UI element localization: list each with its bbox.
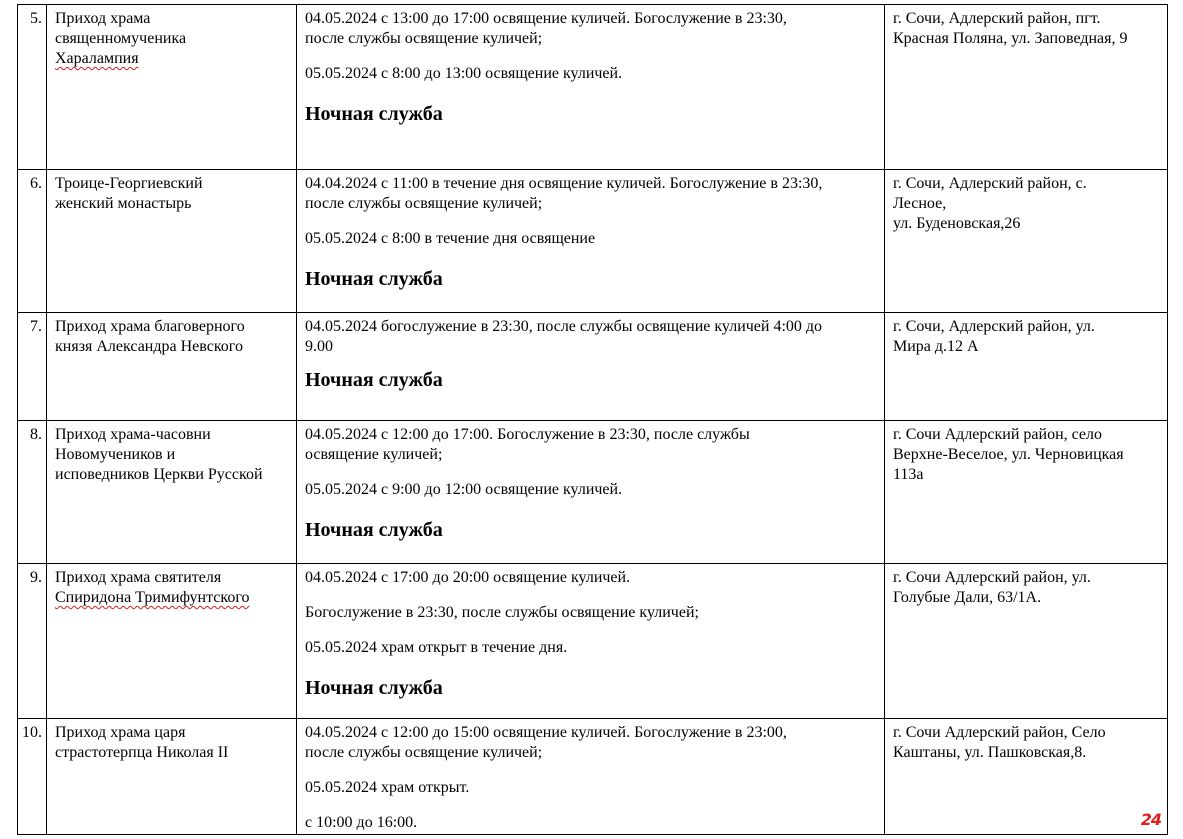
night-service-label: Ночная служба xyxy=(305,369,443,391)
schedule-cell: 04.05.2024 с 12:00 до 17:00. Богослужение в 23:30, после службы освящение куличей; 05.05.2024 с 9:00 до 12:00 освящение куличей. Ночная служба xyxy=(297,421,885,564)
row-number: 5. xyxy=(18,5,47,170)
channel-logo: 24 xyxy=(1140,810,1161,829)
night-service-label: Ночная служба xyxy=(305,677,443,699)
row-number: 6. xyxy=(18,170,47,313)
table-row xyxy=(18,313,1168,421)
spellcheck-word: Харалампия xyxy=(55,50,139,67)
parish-name: Приход храма святителя Спиридона Тримифунтского xyxy=(47,564,297,719)
row-number: 9. xyxy=(18,564,47,719)
parish-name: Троице-Георгиевский женский монастырь xyxy=(47,170,297,313)
parish-name: Приход храма царя страстотерпца Николая II xyxy=(47,719,297,835)
schedule-table xyxy=(17,4,1168,835)
schedule-cell: 04.05.2024 с 13:00 до 17:00 освящение куличей. Богослужение в 23:30, после службы освящение куличей; 05.05.2024 с 8:00 до 13:00 освящение куличей. Ночная служба xyxy=(297,5,885,170)
address-cell: г. Сочи, Адлерский район, с. Лесное, ул. Буденовская,26 xyxy=(885,170,1168,313)
night-service-label: Ночная служба xyxy=(305,103,443,125)
schedule-cell: 04.05.2024 с 12:00 до 15:00 освящение куличей. Богослужение в 23:00, после службы освящение куличей; 05.05.2024 храм открыт. с 10:00 до 16:00. xyxy=(297,719,885,835)
parish-name: Приход храма благоверного князя Александра Невского xyxy=(47,313,297,421)
row-number: 7. xyxy=(18,313,47,421)
night-service-label: Ночная служба xyxy=(305,519,443,541)
table-row xyxy=(18,170,1168,313)
address-cell: г. Сочи, Адлерский район, ул. Мира д.12 А xyxy=(885,313,1168,421)
row-number: 10. xyxy=(18,719,47,835)
schedule-cell: 04.04.2024 с 11:00 в течение дня освящение куличей. Богослужение в 23:30, после службы освящение куличей; 05.05.2024 с 8:00 в течение дня освящение Ночная служба xyxy=(297,170,885,313)
row-number: 8. xyxy=(18,421,47,564)
night-service-label: Ночная служба xyxy=(305,268,443,290)
table-row xyxy=(18,564,1168,719)
table-row xyxy=(18,421,1168,564)
parish-name: Приход храма-часовни Новомучеников и исповедников Церкви Русской xyxy=(47,421,297,564)
spellcheck-word: Спиридона Тримифунтского xyxy=(55,589,250,606)
address-cell: г. Сочи Адлерский район, село Верхне-Веселое, ул. Черновицкая 113а xyxy=(885,421,1168,564)
parish-name: Приход храма священномученика Харалампия xyxy=(47,5,297,170)
schedule-cell: 04.05.2024 богослужение в 23:30, после службы освящение куличей 4:00 до 9.00 Ночная служба xyxy=(297,313,885,421)
address-cell: г. Сочи Адлерский район, ул. Голубые Дали, 63/1А. xyxy=(885,564,1168,719)
schedule-cell: 04.05.2024 с 17:00 до 20:00 освящение куличей. Богослужение в 23:30, после службы освящение куличей; 05.05.2024 храм открыт в течение дня. Ночная служба xyxy=(297,564,885,719)
table-row xyxy=(18,5,1168,170)
table-row xyxy=(18,719,1168,835)
address-cell: г. Сочи, Адлерский район, пгт. Красная Поляна, ул. Заповедная, 9 xyxy=(885,5,1168,170)
address-cell: г. Сочи Адлерский район, Село Каштаны, ул. Пашковская,8. xyxy=(885,719,1168,835)
